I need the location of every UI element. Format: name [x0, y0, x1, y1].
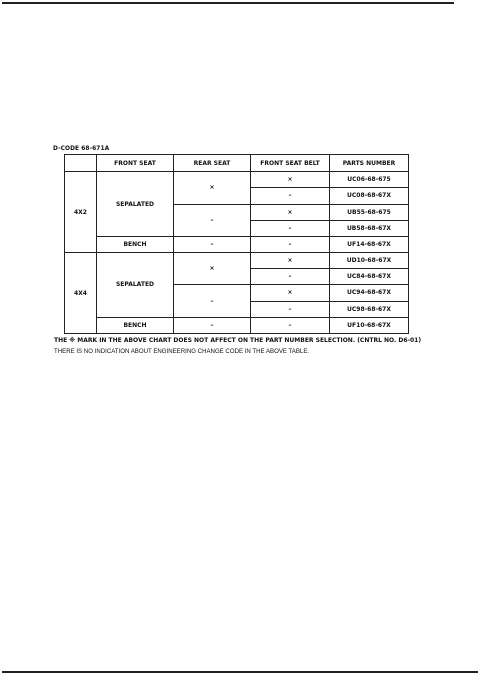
- table-row: [65, 236, 409, 252]
- top-rule: [2, 2, 454, 4]
- belt-cell: ×: [251, 285, 330, 301]
- part-number-cell: UC84-68-67X: [330, 269, 409, 285]
- rear-seat-cell: ×: [174, 172, 251, 204]
- belt-cell: –: [251, 269, 330, 285]
- part-number-cell: UB55-68-675: [330, 204, 409, 220]
- belt-cell: –: [251, 301, 330, 317]
- table-row: [65, 253, 409, 269]
- table-row: [65, 172, 409, 188]
- parts-table: [64, 154, 409, 334]
- rear-seat-cell: –: [174, 204, 251, 236]
- bottom-rule: [2, 671, 478, 673]
- part-number-cell: UF14-68-67X: [330, 236, 409, 252]
- belt-cell: –: [251, 188, 330, 204]
- code-label: D-CODE 68-671A: [53, 144, 110, 152]
- part-number-cell: UC08-68-67X: [330, 188, 409, 204]
- part-number-cell: UF10-68-67X: [330, 317, 409, 333]
- engineering-note: THERE IS NO INDICATION ABOUT ENGINEERING CHANGE CODE IN THE ABOVE TABLE.: [54, 348, 310, 355]
- belt-cell: –: [251, 220, 330, 236]
- table-header-row: [65, 155, 409, 172]
- front-seat-cell: SEPALATED: [97, 253, 174, 318]
- header-blank: [65, 155, 97, 172]
- header-front-seat-belt: FRONT SEAT BELT: [251, 155, 330, 172]
- part-number-cell: UB58-68-67X: [330, 220, 409, 236]
- rear-seat-cell: ×: [174, 253, 251, 285]
- belt-cell: ×: [251, 204, 330, 220]
- belt-cell: –: [251, 317, 330, 333]
- part-number-cell: UC98-68-67X: [330, 301, 409, 317]
- drive-cell-4x4: 4X4: [65, 253, 97, 334]
- header-front-seat: FRONT SEAT: [97, 155, 174, 172]
- belt-cell: ×: [251, 253, 330, 269]
- front-seat-cell: BENCH: [97, 317, 174, 333]
- header-rear-seat: REAR SEAT: [174, 155, 251, 172]
- rear-seat-cell: –: [174, 317, 251, 333]
- part-number-cell: UC94-68-67X: [330, 285, 409, 301]
- header-parts-number: PARTS NUMBER: [330, 155, 409, 172]
- belt-cell: –: [251, 236, 330, 252]
- part-number-cell: UC06-68-675: [330, 172, 409, 188]
- mark-note: THE ※ MARK IN THE ABOVE CHART DOES NOT AFFECT ON THE PART NUMBER SELECTION. (CNTRL NO. D6-01): [54, 337, 422, 344]
- rear-seat-cell: –: [174, 236, 251, 252]
- front-seat-cell: SEPALATED: [97, 172, 174, 237]
- part-number-cell: UD10-68-67X: [330, 253, 409, 269]
- rear-seat-cell: –: [174, 285, 251, 317]
- table-row: [65, 317, 409, 333]
- front-seat-cell: BENCH: [97, 236, 174, 252]
- belt-cell: ×: [251, 172, 330, 188]
- drive-cell-4x2: 4X2: [65, 172, 97, 253]
